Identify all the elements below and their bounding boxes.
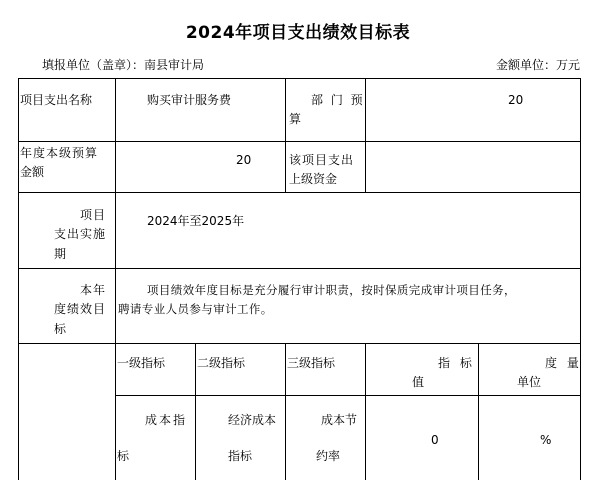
header-level1: 一级指标 <box>117 356 166 370</box>
header-level2: 二级指标 <box>197 356 246 370</box>
goal-text-cont: 聘请专业人员参与审计工作。 <box>118 302 273 316</box>
indicator-level2-cont: 指标 <box>228 449 253 463</box>
period-label: 项目 <box>80 208 107 222</box>
project-name-value: 购买审计服务费 <box>147 93 232 107</box>
indicator-value: 0 <box>431 433 439 447</box>
indicator-level3-cont: 约率 <box>316 449 341 463</box>
year-budget-label-cont: 金额 <box>20 165 45 179</box>
dept-budget-label-cont: 算 <box>289 112 302 126</box>
year-budget-label: 年度本级预算 <box>20 146 99 160</box>
dept-budget-label: 部 门 预 <box>311 93 365 107</box>
header-value: 指 标 <box>438 356 475 370</box>
period-label-end: 期 <box>54 247 67 261</box>
upper-fund-label: 该项目支出 <box>289 153 355 167</box>
indicator-level3: 成本节 <box>321 413 358 427</box>
header-unit-cont: 单位 <box>517 375 542 389</box>
period-label-cont: 支出实施 <box>54 227 107 241</box>
goal-label-end: 标 <box>54 322 67 336</box>
indicator-level1: 成本指 <box>145 413 188 427</box>
page-title: 2024年项目支出绩效目标表 <box>185 23 411 43</box>
upper-fund-label-cont: 上级资金 <box>289 172 338 186</box>
indicator-level1-cont: 标 <box>117 449 130 463</box>
indicator-level2: 经济成本 <box>228 413 277 427</box>
filing-unit: 填报单位（盖章）：南县审计局 <box>42 58 205 72</box>
dept-budget-value: 20 <box>508 93 524 107</box>
header-level3: 三级指标 <box>287 356 336 370</box>
goal-label-cont: 度绩效目 <box>54 302 107 316</box>
period-value: 2024年至2025年 <box>147 214 245 228</box>
goal-text: 项目绩效年度目标是充分履行审计职责，按时保质完成审计项目任务， <box>147 283 516 297</box>
indicator-unit: % <box>540 433 552 447</box>
header-value-cont: 值 <box>412 375 425 389</box>
project-name-label: 项目支出名称 <box>20 93 93 107</box>
header-unit: 度 量 <box>545 356 582 370</box>
year-budget-value: 20 <box>236 153 252 167</box>
amount-unit: 金额单位：万元 <box>495 58 580 72</box>
goal-label: 本年 <box>80 283 107 297</box>
